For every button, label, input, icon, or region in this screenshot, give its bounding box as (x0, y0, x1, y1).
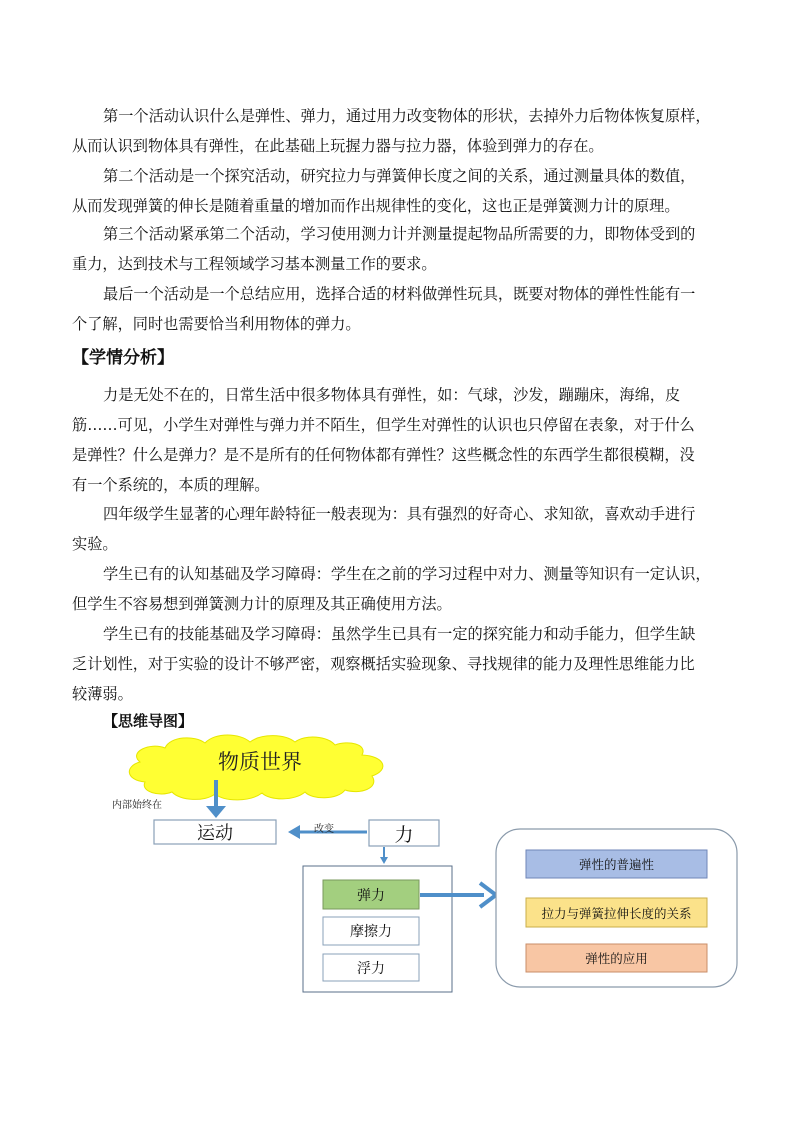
analysis-line: 较薄弱。 (72, 685, 133, 703)
intro-line: 从而认识到物体具有弹性，在此基础上玩握力器与拉力器，体验到弹力的存在。 (72, 137, 604, 155)
section-heading-analysis: 【学情分析】 (72, 348, 174, 368)
arrowhead-down-icon (206, 806, 226, 818)
analysis-line: 有一个系统的，本质的理解。 (72, 476, 270, 494)
intro-line: 个了解，同时也需要恰当利用物体的弹力。 (72, 315, 361, 333)
analysis-line: 筋……可见，小学生对弹性与弹力并不陌生，但学生对弹性的认识也只停留在表象，对于什么 (72, 416, 695, 434)
intro-line: 第一个活动认识什么是弹性、弹力，通过用力改变物体的形状，去掉外力后物体恢复原样， (103, 107, 711, 125)
analysis-line: 学生已有的认知基础及学习障碍：学生在之前的学习过程中对力、测量等知识有一定认识， (103, 565, 711, 583)
analysis-line: 四年级学生显著的心理年龄特征一般表现为：具有强烈的好奇心、求知欲，喜欢动手进行 (103, 505, 696, 523)
analysis-line: 乏计划性，对于实验的设计不够严密，观察概括实验现象、寻找规律的能力及理性思维能力比 (72, 655, 695, 673)
arrowhead-small-down-icon (380, 857, 388, 864)
analysis-line: 力是无处不在的，日常生活中很多物体具有弹性，如：气球，沙发，蹦蹦床，海绵，皮 (103, 386, 681, 404)
analysis-line: 是弹性？什么是弹力？是不是所有的任何物体都有弹性？这些概念性的东西学生都很模糊，没 (72, 446, 695, 464)
intro-line: 第三个活动紧承第二个活动，学习使用测力计并测量提起物品所需要的力，即物体受到的 (103, 225, 696, 243)
analysis-line: 学生已有的技能基础及学习障碍：虽然学生已具有一定的探究能力和动手能力，但学生缺 (103, 625, 696, 643)
force-label: 力 (394, 823, 414, 846)
intro-line: 最后一个活动是一个总结应用，选择合适的材料做弹性玩具，既要对物体的弹性性能有一 (103, 285, 696, 303)
intro-line: 第二个活动是一个探究活动，研究拉力与弹簧伸长度之间的关系，通过测量具体的数值， (103, 167, 696, 185)
section-heading-mindmap: 【思维导图】 (103, 712, 194, 730)
intro-line: 从而发现弹簧的伸长是随着重量的增加而作出规律性的变化，这也正是弹簧测力计的原理。 (72, 197, 680, 215)
arrowhead-left-icon (288, 825, 300, 839)
analysis-line: 实验。 (72, 535, 118, 553)
label-inside: 内部始终在 (112, 800, 162, 811)
topic-universality: 弹性的普遍性 (578, 857, 654, 872)
analysis-line: 但学生不容易想到弹簧测力计的原理及其正确使用方法。 (72, 595, 452, 613)
motion-label: 运动 (197, 823, 233, 844)
force-type-elastic: 弹力 (357, 887, 385, 904)
topic-application: 弹性的应用 (585, 951, 648, 966)
force-type-friction: 摩擦力 (350, 924, 392, 940)
label-change: 改变 (314, 824, 334, 835)
force-type-buoyancy: 浮力 (357, 960, 385, 977)
topic-tension-stretch: 拉力与弹簧拉伸长度的关系 (541, 905, 692, 921)
intro-line: 重力，达到技术与工程领域学习基本测量工作的要求。 (72, 255, 437, 273)
cloud-label: 物质世界 (218, 750, 302, 774)
